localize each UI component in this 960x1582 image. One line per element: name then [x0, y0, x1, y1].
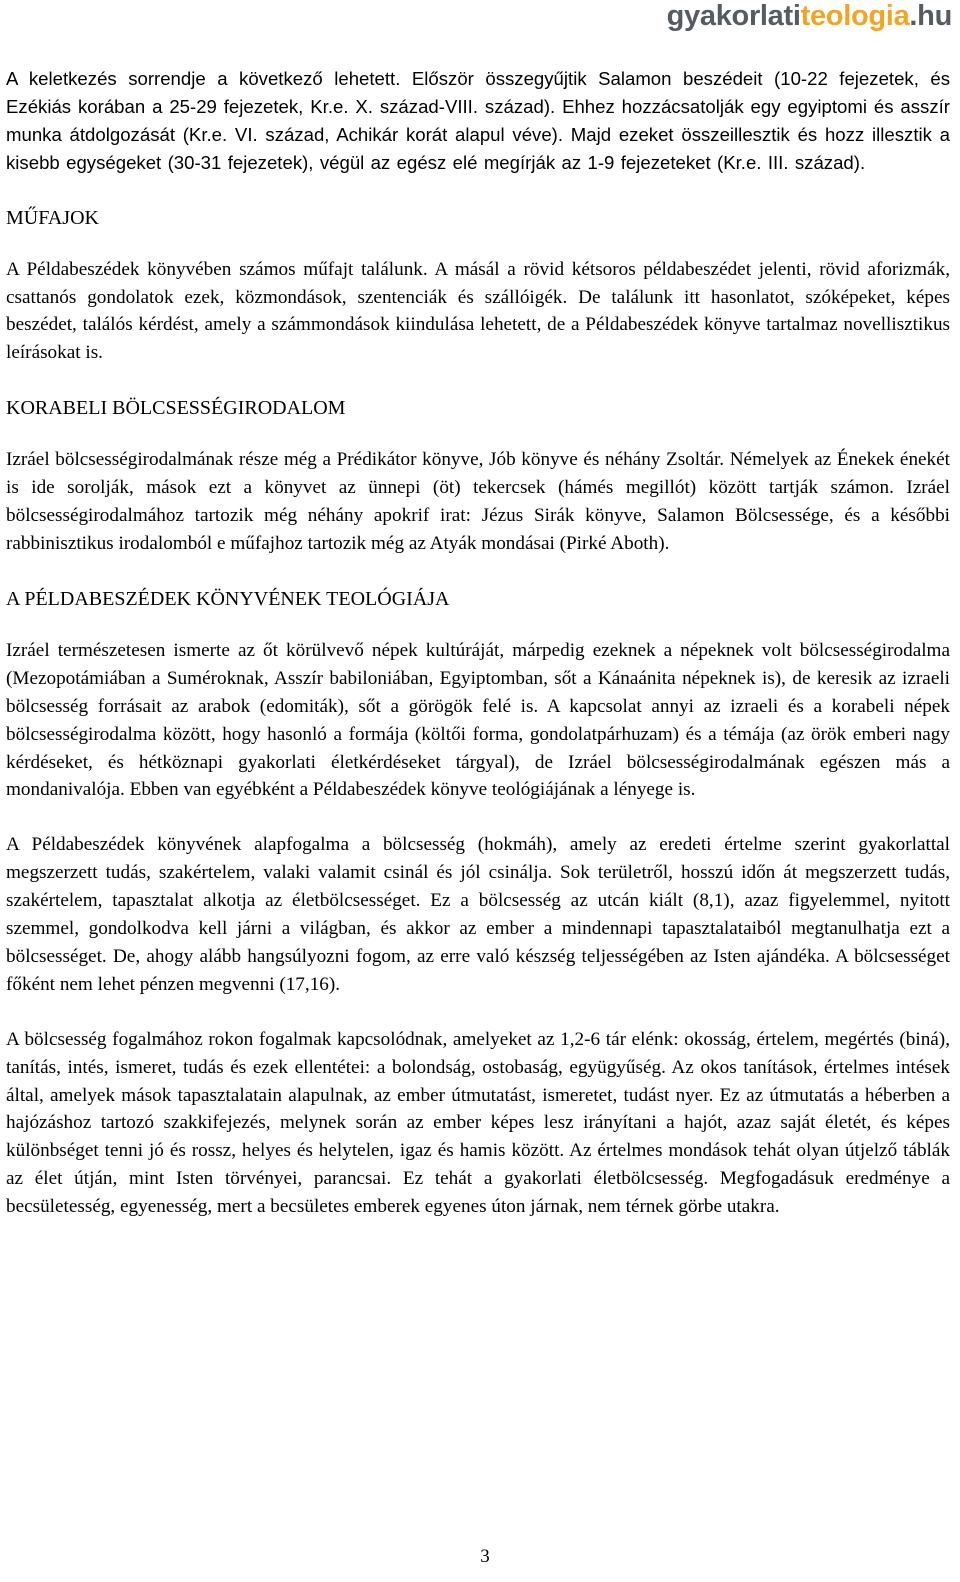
- heading-teologia: A PÉLDABESZÉDEK KÖNYVÉNEK TEOLÓGIÁJA: [6, 587, 450, 610]
- heading-korabeli-bolcsessegirodalom: KORABELI BÖLCSESSÉGIRODALOM: [6, 397, 346, 420]
- paragraph-related-concepts: A bölcsesség fogalmához rokon fogalmak kapcsolódnak, amelyeket az 1,2-6 tár elénk: okosság, értelem, megértés (biná), tanítás, intés, ismeret, tudás és ezek ellentétei: a bolondság, ostobaság, együgyűség. Az okos tanítások, értelmes intések által, amelyek mások tapasztalatain alapulnak, az ember útmutatást, ismeretet, tudást nyer. Ez az útmutatás a héberben a hajózáshoz tartozó szakkifejezés, melynek során az ember képes lesz irányítani a hajót, azaz saját életét, és képes különbséget tenni jó és rossz, helyes és helytelen, igaz és hamis között. Az értelmes mondások tehát olyan útjelző táblák az élet útján, mint Isten törvényei, parancsai. Ez tehát a gyakorlati életbölcsesség. Megfogadásuk eredménye a becsületesség, egyenesség, mert a becsületes emberek egyenes úton járnak, nem térnek görbe utakra.: [6, 1028, 950, 1218]
- logo-part-domain: .hu: [909, 0, 952, 32]
- document-body: [6, 65, 950, 1248]
- paragraph-wisdom-literature: Izráel bölcsességirodalmának része még a Prédikátor könyve, Jób könyve és néhány Zsoltár. Némelyek az Énekek énekét is ide sorolják, mások ezt a könyvet az ünnepi (öt) tekercsek (hámés megillót) között tartják számon. Izráel bölcsességirodalmához tartozik még néhány apokrif irat: Jézus Sirák könyve, Salamon Bölcsessége, és a későbbi rabbinisztikus irodalomból e műfajhoz tartozik még az Atyák mondásai (Pirké Aboth).: [6, 449, 950, 554]
- paragraph-genres: A Példabeszédek könyvében számos műfajt találunk. A másál a rövid kétsoros példabeszédet jelenti, rövid aforizmák, csattanós gondolatok ezek, közmondások, szentenciák és szállóigék. De találunk itt hasonlatot, szóképeket, képes beszédet, találós kérdést, amely a számmondások kiindulása lehetett, de a Példabeszédek könyve tartalmaz novellisztikus leírásokat is.: [6, 258, 950, 364]
- heading-mufajok: MŰFAJOK: [6, 206, 99, 229]
- logo-part-teologia: teologia: [800, 0, 910, 32]
- paragraph-theology-context: Izráel természetesen ismerte az őt körülvevő népek kultúráját, márpedig ezeknek a népeknek volt bölcsességirodalma (Mezopotámiában a Suméroknak, Asszír babiloniában, Egyiptomban, sőt a Kánaánita népeknek is), de keresik az izraeli bölcsesség forrásait az arabok (edomiták), sőt a görögök felé is. A kapcsolat annyi az izraeli és a korabeli népek bölcsességirodalma között, hogy hasonló a formája (költői forma, gondolatpárhuzam) és a témája (az örök emberi nagy kérdéseket, és hétköznapi gyakorlati életkérdéseket tárgyal), de Izráel bölcsességirodalmának egészen más a mondanivalója. Ebben van egyébként a Példabeszédek könyve teológiájának a lényege is.: [6, 639, 950, 801]
- paragraph-origin-order: A keletkezés sorrendje a következő lehetett. Először összegyűjtik Salamon beszédeit (10-22 fejezetek, és Ezékiás korában a 25-29 fejezetek, Kr.e. X. század-VIII. század). Ehhez hozzácsatolják egy egyiptomi és asszír munka átdolgozását (Kr.e. VI. század, Achikár korát alapul véve). Majd ezeket összeillesztik és hozz illesztik a kisebb egységeket (30-31 fejezetek), végül az egész elé megírják az 1-9 fejezeteket (Kr.e. III. század).: [6, 68, 950, 173]
- site-logo: [667, 0, 952, 38]
- logo-part-gyakorlati: gyakorlati: [666, 0, 801, 32]
- paragraph-hokmah: A Példabeszédek könyvének alapfogalma a bölcsesség (hokmáh), amely az eredeti értelme szerint gyakorlattal megszerzett tudás, szakértelem, valaki valamit csinál és jól csinálja. Sok területről, hosszú időn át megszerzett tudás, szakértelem, tapasztalat alkotja az életbölcsességet. Ez a bölcsesség az utcán kiált (8,1), azaz figyelemmel, nyitott szemmel, gondolkodva kell járni a világban, és akkor az ember a mindennapi tapasztalataiból megtanulhatja ezt a bölcsességet. De, ahogy alább hangsúlyozni fogom, az erre való készség teljességében az Isten ajándéka. A bölcsességet főként nem lehet pénzen megvenni (17,16).: [6, 834, 950, 995]
- page-number: 3: [480, 1546, 490, 1567]
